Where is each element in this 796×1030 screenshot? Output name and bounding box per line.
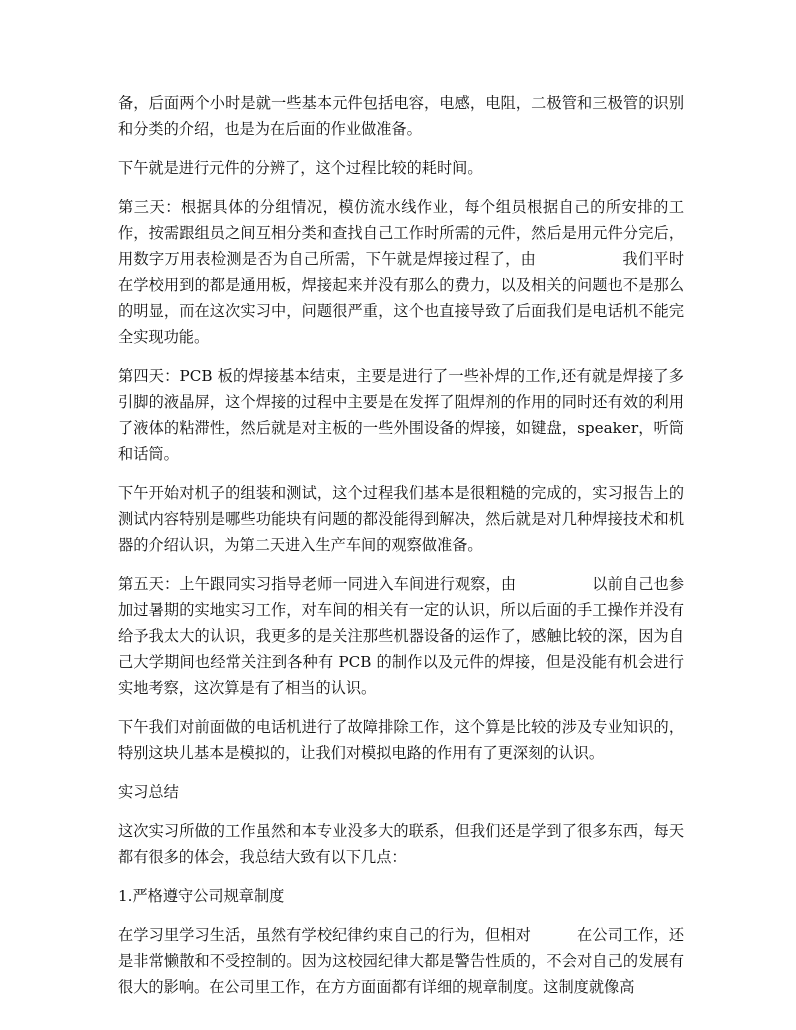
document-page <box>118 90 684 1013</box>
paragraph-day-four: 第四天：PCB 板的焊接基本结束，主要是进行了一些补焊的工作,还有就是焊接了多引脚的液晶屏，这个焊接的过程中主要是在发挥了阻焊剂的作用的同时还有效的利用了液体的粘滞性，然后就是对主板的一些外围设备的焊接，如键盘，speaker，听筒和话筒。 <box>118 367 684 463</box>
paragraph-rules-part-a: 在学习里学习生活，虽然有学校纪律约束自己的行为，但相对 <box>118 926 531 944</box>
paragraph-day-five-part-a: 第五天：上午跟同实习指导老师一同进入车间进行观察，由 <box>118 575 517 593</box>
section-heading: 实习总结 <box>118 783 179 801</box>
paragraph-day-three-part-b: 我们平时在学校用到的都是通用板，焊接起来并没有那么的费力，以及相关的问题也不是那么的明显，而在这次实习中，问题很严重，这个也直接导致了后面我们是电话机不能完全实现功能。 <box>118 250 685 346</box>
paragraph-day-five <box>118 571 684 701</box>
paragraph-day-five-part-b: 以前自己也参加过暑期的实地实习工作，对车间的相关有一定的认识，所以后面的手工操作并没有给予我太大的认识，我更多的是关注那些机器设备的运作了，感触比较的深，因为自己大学期间也经常关注到各种有 PCB 的制作以及元件的焊接，但是没能有机会进行实地考察，这次算是有了相当的认识。 <box>118 575 684 697</box>
paragraph-day-three-part-a: 第三天：根据具体的分组情况，模仿流水线作业，每个组员根据自己的所安排的工作，按需跟组员之间互相分类和查找自己工作时所需的元件，然后是用元件分完后，用数字万用表检测是否为自己所需，下午就是焊接过程了，由 <box>118 198 684 268</box>
paragraph-rules <box>118 922 684 1000</box>
paragraph-day-three <box>118 194 684 350</box>
paragraph-2: 下午就是进行元件的分辨了，这个过程比较的耗时间。 <box>118 159 483 177</box>
paragraph-1: 备，后面两个小时是就一些基本元件包括电容，电感，电阻，二极管和三极管的识别和分类的介绍，也是为在后面的作业做准备。 <box>118 94 684 138</box>
paragraph-troubleshooting: 下午我们对前面做的电话机进行了故障排除工作，这个算是比较的涉及专业知识的，特别这块儿基本是模拟的，让我们对模拟电路的作用有了更深刻的认识。 <box>118 718 684 762</box>
list-item-1: 1.严格遵守公司规章制度 <box>118 887 285 905</box>
paragraph-summary-intro: 这次实习所做的工作虽然和本专业没多大的联系，但我们还是学到了很多东西，每天都有很多的体会，我总结大致有以下几点： <box>118 822 684 866</box>
paragraph-rules-part-b: 在公司工作，还是非常懒散和不受控制的。因为这校园纪律大都是警告性质的，不会对自己的发展有很大的影响。在公司里工作，在方方面面都有详细的规章制度。这制度就像高 <box>118 926 685 996</box>
paragraph-afternoon-testing: 下午开始对机子的组装和测试，这个过程我们基本是很粗糙的完成的，实习报告上的测试内容特别是哪些功能块有问题的都没能得到解决，然后就是对几种焊接技术和机器的介绍认识，为第二天进入生产车间的观察做准备。 <box>118 484 684 554</box>
